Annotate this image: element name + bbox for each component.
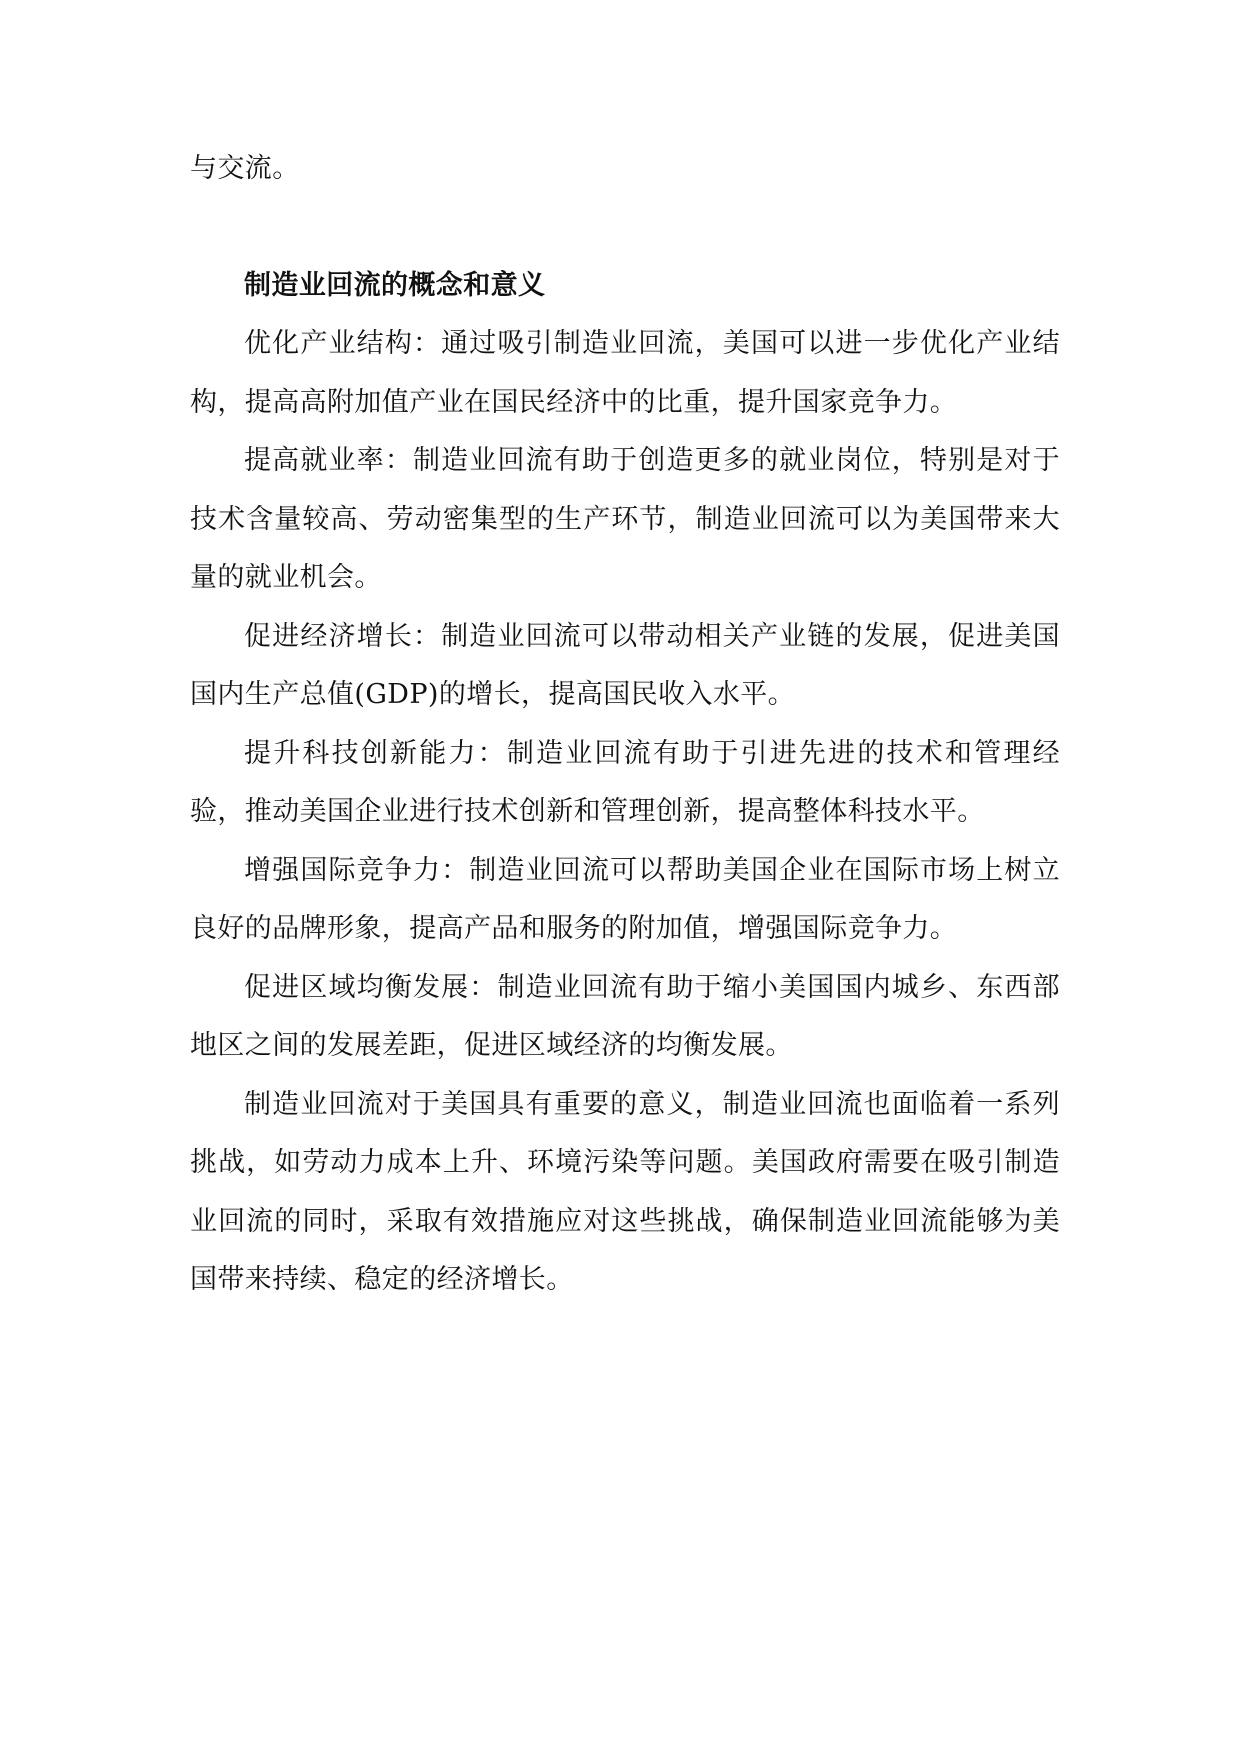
continuation-text: 与交流。 (190, 153, 300, 184)
paragraph-economic-growth: 促进经济增长：制造业回流可以带动相关产业链的发展，促进美国国内生产总值(GDP)的增长，提高国民收入水平。 (190, 620, 1060, 710)
section-heading: 制造业回流的概念和意义 (244, 269, 546, 301)
paragraph-conclusion: 制造业回流对于美国具有重要的意义，制造业回流也面临着一系列挑战，如劳动力成本上升、环境污染等问题。美国政府需要在吸引制造业回流的同时，采取有效措施应对这些挑战，确保制造业回流能够为美国带来持续、稳定的经济增长。 (190, 1088, 1060, 1295)
paragraph-employment: 提高就业率：制造业回流有助于创造更多的就业岗位，特别是对于技术含量较高、劳动密集型的生产环节，制造业回流可以为美国带来大量的就业机会。 (190, 445, 1060, 593)
paragraph-innovation: 提升科技创新能力：制造业回流有助于引进先进的技术和管理经验，推动美国企业进行技术创新和管理创新，提高整体科技水平。 (190, 737, 1060, 827)
paragraph-industrial-structure: 优化产业结构：通过吸引制造业回流，美国可以进一步优化产业结构，提高高附加值产业在国民经济中的比重，提升国家竞争力。 (190, 328, 1060, 418)
paragraph-competitiveness: 增强国际竞争力：制造业回流可以帮助美国企业在国际市场上树立良好的品牌形象，提高产品和服务的附加值，增强国际竞争力。 (190, 854, 1060, 944)
document-body (190, 140, 1060, 1310)
paragraph-regional-balance: 促进区域均衡发展：制造业回流有助于缩小美国国内城乡、东西部地区之间的发展差距，促进区域经济的均衡发展。 (190, 971, 1060, 1061)
